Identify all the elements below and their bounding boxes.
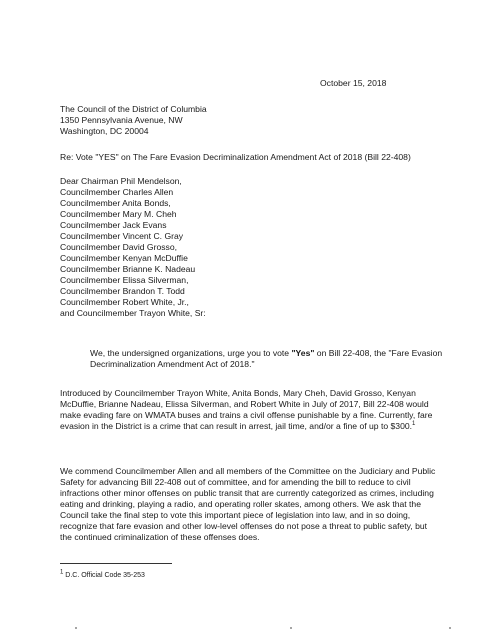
paragraph-commend: We commend Councilmember Allen and all members of the Committee on the Judiciary and Public Safety for advancing Bill 22-408 out of committee, and for amending the bill to reduce to civil infractions other minor offenses on public transit that are currently categorized as crimes, including eating and drinking, playing a radio, and operating roller skates, among others. We ask that the Council take the final step to vote this important piece of legislation into law, and in so doing, recognize that fare evasion and other low-level offenses do not pose a threat to public safety, but the continued criminalization of these offenses does. (60, 466, 436, 542)
recipient-address (60, 104, 207, 137)
footnote (60, 570, 145, 581)
scan-speck (290, 627, 292, 629)
salutation-line: Councilmember Brandon T. Todd (60, 286, 185, 296)
salutation-line: Councilmember Elissa Silverman, (60, 275, 189, 285)
footnote-reference[interactable]: 1 (412, 421, 416, 428)
footnote-text: D.C. Official Code 35-253 (63, 572, 145, 579)
paragraph-urge-vote (60, 348, 470, 370)
salutation-line: Councilmember Jack Evans (60, 220, 167, 230)
address-line: Washington, DC 20004 (60, 126, 149, 136)
para1-bold-yes: "Yes" (291, 348, 315, 358)
salutation-line: Councilmember David Grosso, (60, 242, 178, 252)
salutation-line: and Councilmember Trayon White, Sr: (60, 308, 206, 318)
salutation-block (60, 176, 206, 319)
salutation-line: Councilmember Kenyan McDuffie (60, 253, 188, 263)
salutation-line: Councilmember Vincent C. Gray (60, 231, 184, 241)
salutation-line: Councilmember Brianne K. Nadeau (60, 264, 196, 274)
para1-text-after: on Bill 22-408, the "Fare Evasion Decriminalization Amendment Act of 2018." (90, 348, 443, 369)
salutation-line: Councilmember Mary M. Cheh (60, 209, 177, 219)
para2-text: Introduced by Councilmember Trayon White, Anita Bonds, Mary Cheh, David Grosso, Kenyan McDuffie, Brianne Nadeau, Elissa Silverman, and Robert White in July of 2017, Bill 22-408 would make evading fare on WMATA buses and trains a civil offense punishable by a fine. Currently, fare evasion in the District is a crime that can result in arrest, jail time, and/or a fine of up to $300. (60, 388, 433, 431)
salutation-line: Councilmember Charles Allen (60, 187, 174, 197)
para1-text: We, the undersigned organizations, urge you to vote (90, 348, 292, 358)
address-line: The Council of the District of Columbia (60, 104, 207, 114)
address-line: 1350 Pennsylvania Avenue, NW (60, 115, 183, 125)
subject-line: Re: Vote "YES" on The Fare Evasion Decriminalization Amendment Act of 2018 (Bill 22-408) (60, 152, 411, 162)
salutation-line: Dear Chairman Phil Mendelson, (60, 176, 182, 186)
salutation-line: Councilmember Robert White, Jr., (60, 297, 189, 307)
footnote-divider (60, 563, 172, 564)
paragraph-introduction (60, 388, 440, 432)
letter-date: October 15, 2018 (320, 78, 387, 88)
scan-speck (449, 627, 451, 629)
footnote-marker: 1 (60, 569, 64, 576)
salutation-line: Councilmember Anita Bonds, (60, 198, 171, 208)
scan-speck (75, 627, 77, 629)
